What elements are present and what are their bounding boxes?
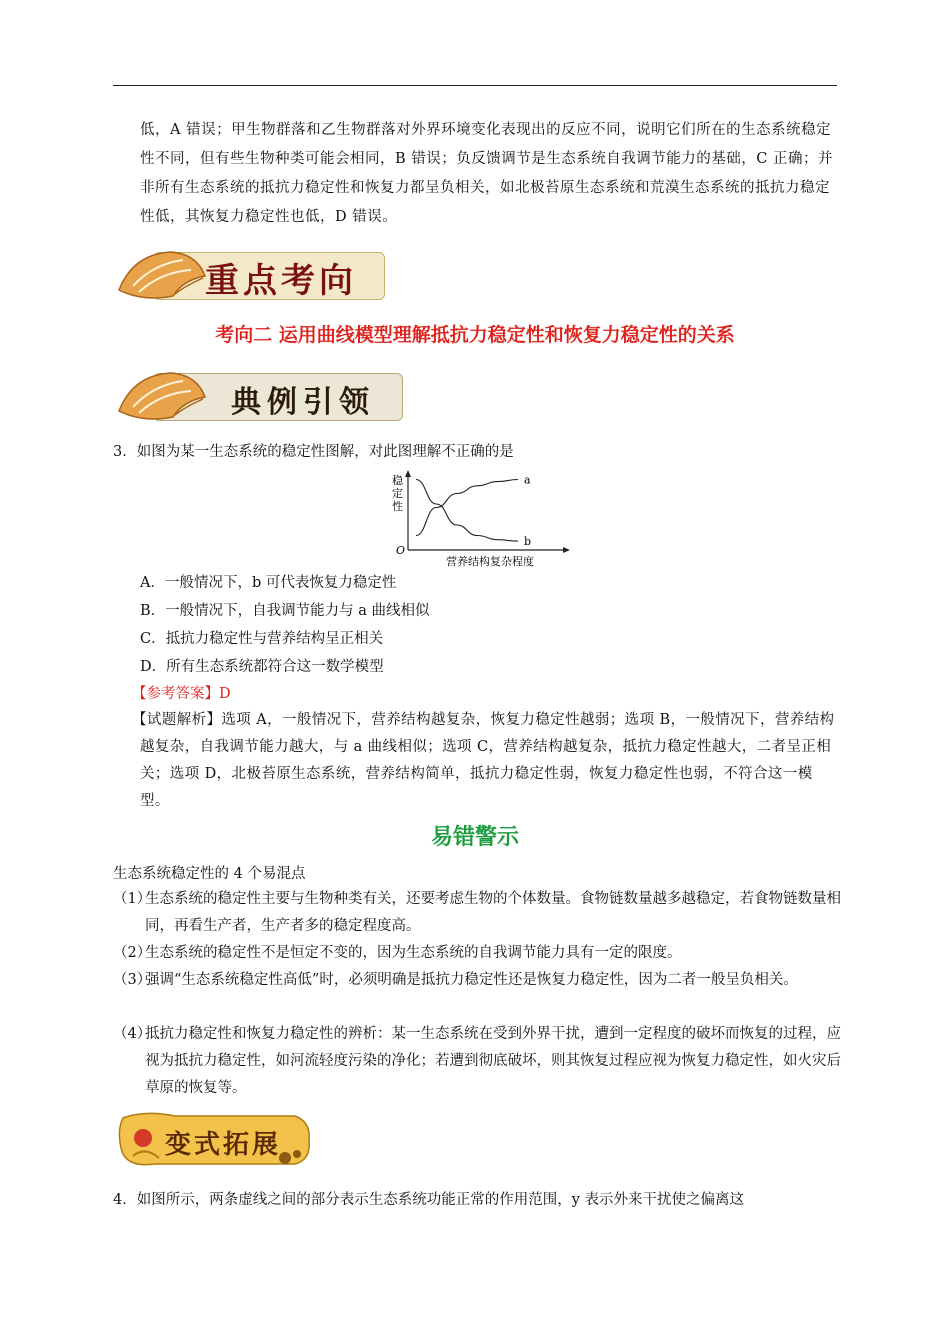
banner-zhongdian-title: 重点考向 <box>205 261 357 301</box>
series-label-b: b <box>524 535 532 549</box>
y-axis-arrow <box>405 470 411 477</box>
reference-answer: 【参考答案】D <box>132 686 231 702</box>
point-text: 抵抗力稳定性和恢复力稳定性的辨析：某一生态系统在受到外界干扰，遭到一定程度的破坏而恢复的过程，应视为抵抗力稳定性，如河流轻度污染的净化；若遭到彻底破坏，则其恢复过程应视为恢复力稳定性，如火灾后草原的恢复等。 <box>145 1026 841 1096</box>
origin-label: O <box>396 544 406 557</box>
section-heading: 考向二 运用曲线模型理解抵抗力稳定性和恢复力稳定性的关系 <box>215 324 735 346</box>
series-line-a <box>416 480 518 536</box>
analysis-tag: 【试题解析】 <box>132 712 222 728</box>
conch-shell-icon <box>113 246 213 304</box>
point-number: （2） <box>113 945 152 961</box>
conch-shell-icon <box>113 367 213 425</box>
intro-paragraph: 低，A 错误；甲生物群落和乙生物群落对外界环境变化表现出的反应不同，说明它们所在的生态系统稳定性不同，但有些生物种类可能会相同，B 错误；负反馈调节是生态系统自我调节能力的基础，C 正确；并非所有生态系统的抵抗力稳定性和恢复力都呈负相关，如北极苔原生态系统和荒漠生态系统的抵抗力稳定性低，其恢复力稳定性也低，D 错误。 <box>140 122 833 225</box>
option-a: A．一般情况下，b 可代表恢复力稳定性 <box>140 575 397 591</box>
banner-bianshi <box>115 1108 315 1172</box>
point-number: （1） <box>113 891 152 907</box>
y-axis-label: 稳定性 <box>392 474 403 513</box>
analysis-paragraph <box>132 707 840 815</box>
question4-stem: 4．如图所示，两条虚线之间的部分表示生态系统功能正常的作用范围，y 表示外来干扰使之偏离这 <box>113 1192 745 1208</box>
point-number: （4） <box>113 1026 152 1042</box>
point-item <box>113 1021 848 1102</box>
point-text: 生态系统的稳定性不是恒定不变的，因为生态系统的自我调节能力具有一定的限度。 <box>145 945 682 961</box>
point-text: 强调“生态系统稳定性高低”时，必须明确是抵抗力稳定性还是恢复力稳定性，因为二者一般呈负相关。 <box>145 972 798 988</box>
point-item <box>113 886 848 940</box>
x-axis-label: 营养结构复杂程度 <box>446 555 534 568</box>
option-c: C．抵抗力稳定性与营养结构呈正相关 <box>140 631 384 647</box>
analysis-text: 选项 A，一般情况下，营养结构越复杂，恢复力稳定性越弱；选项 B，一般情况下，营养结构越复杂，自我调节能力越大，与 a 曲线相似；选项 C，营养结构越复杂，抵抗力稳定性越大，二者呈正相关；选项 D，北极苔原生态系统，营养结构简单，抵抗力稳定性弱，恢复力稳定性也弱，不符合这一模型。 <box>140 712 835 809</box>
banner-zhongdian <box>113 246 385 304</box>
banner-bianshi-title: 变式拓展 <box>165 1130 282 1160</box>
point-item <box>113 967 848 994</box>
banner-dianli-title: 典例引领 <box>231 385 375 420</box>
point-text: 生态系统的稳定性主要与生物种类有关，还要考虑生物的个体数量。食物链数量越多越稳定，若食物链数量相同，再看生产者，生产者多的稳定程度高。 <box>145 891 841 934</box>
x-axis-arrow <box>563 547 570 553</box>
header-rule <box>113 85 837 86</box>
series-label-a: a <box>524 473 531 487</box>
option-b: B．一般情况下，自我调节能力与 a 曲线相似 <box>140 603 430 619</box>
point-number: （3） <box>113 972 152 988</box>
points-title: 生态系统稳定性的 4 个易混点 <box>113 866 306 882</box>
stability-chart <box>378 468 578 568</box>
option-d: D．所有生态系统都符合这一数学模型 <box>140 659 384 675</box>
point-item <box>113 940 848 967</box>
banner-dianli <box>113 367 403 425</box>
warning-heading: 易错警示 <box>430 825 519 850</box>
question3-stem: 3．如图为某一生态系统的稳定性图解，对此图理解不正确的是 <box>113 444 514 460</box>
